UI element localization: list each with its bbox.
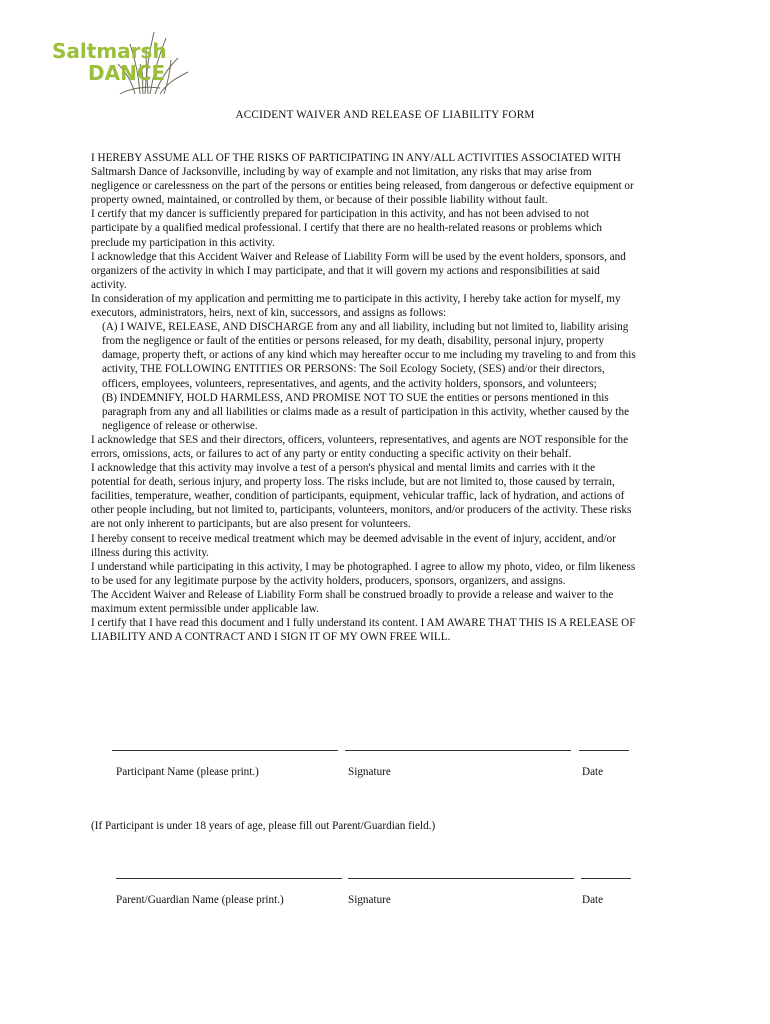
- participant-name-label: Participant Name (please print.): [116, 766, 259, 778]
- participant-signature-row: [112, 750, 637, 778]
- guardian-date-label: Date: [582, 894, 604, 906]
- participant-date-line[interactable]: [579, 750, 629, 751]
- saltmarsh-dance-logo: [50, 28, 198, 96]
- waiver-paragraph: In consideration of my application and permitting me to participate in this activity, I hereby take action for myself, my executors, administrators, heirs, next of kin, successors, and assigns as follows:: [91, 292, 621, 320]
- waiver-paragraph: I certify that I have read this document and I fully understand its content. I AM AWARE THAT THIS IS A RELEASE OF LIABILITY AND A CONTRACT AND I SIGN IT OF MY OWN FREE WILL.: [91, 617, 636, 644]
- participant-signature-line[interactable]: [345, 750, 571, 751]
- waiver-paragraph: I understand while participating in this activity, I may be photographed. I agree to allow my photo, video, or film likeness to be used for any legitimate purpose by the activity holders, producers, sponsors, organizers, and assigns.: [91, 560, 636, 587]
- waiver-paragraph: I hereby consent to receive medical treatment which may be deemed advisable in the event of injury, accident, and/or illness during this activity.: [91, 532, 616, 559]
- participant-date-label: Date: [582, 766, 604, 778]
- logo-line1: Saltmarsh: [52, 39, 167, 63]
- logo-line2: DANCE: [88, 61, 166, 85]
- waiver-paragraph: (B) INDEMNIFY, HOLD HARMLESS, AND PROMISE NOT TO SUE the entities or persons mentioned in this paragraph from any and all liabilities or claims made as a result of participation in this activity, whether caused by the negligence of release or otherwise.: [102, 391, 630, 432]
- participant-name-line[interactable]: [112, 750, 338, 751]
- waiver-paragraph: I HEREBY ASSUME ALL OF THE RISKS OF PARTICIPATING IN ANY/ALL ACTIVITIES ASSOCIATED WITH Saltmarsh Dance of Jacksonville, including by way of example and not limitation, any risks that may arise from negligence or carelessness on the part of the persons or entities being released, from dangerous or defective equipment or property owned, maintained, or controlled by them, or because of their possible liability without fault.: [91, 152, 634, 207]
- waiver-paragraph: I acknowledge that SES and their directors, officers, volunteers, representatives, and agents are NOT responsible for the errors, omissions, acts, or failures to act of any party or entity conducting a specific activity on their behalf.: [91, 433, 629, 460]
- waiver-paragraph: (A) I WAIVE, RELEASE, AND DISCHARGE from any and all liability, including but not limited to, liability arising from the negligence or fault of the entities or persons released, for my death, disability, personal injury, property damage, property theft, or actions of any kind which may hereafter occur to me including my traveling to and from this activity, THE FOLLOWING ENTITIES OR PERSONS: The Soil Ecology Society, (SES) and/or their directors, officers, employees, volunteers, representatives, and agents, and the activity holders, sponsors, and volunteers;: [102, 321, 636, 390]
- waiver-paragraph: The Accident Waiver and Release of Liability Form shall be construed broadly to provide a release and waiver to the maximum extent permissible under applicable law.: [91, 588, 614, 615]
- guardian-date-line[interactable]: [581, 878, 631, 879]
- guardian-signature-label: Signature: [348, 894, 391, 906]
- waiver-paragraph: I certify that my dancer is sufficiently prepared for participation in this activity, and has not been advised to not participate by a qualified medical professional. I certify that there are no health-related reasons or problems which preclude my participation in this activity.: [91, 208, 602, 249]
- form-title: ACCIDENT WAIVER AND RELEASE OF LIABILITY FORM: [235, 109, 535, 121]
- guardian-signature-line[interactable]: [348, 878, 574, 879]
- waiver-body: [91, 151, 636, 644]
- waiver-paragraph: I acknowledge that this Accident Waiver and Release of Liability Form will be used by the event holders, sponsors, and organizers of the activity in which I may participate, and that it will govern my actions and responsibilities at said activity.: [91, 250, 626, 291]
- participant-signature-label: Signature: [348, 766, 391, 778]
- guardian-signature-row: [112, 878, 637, 906]
- minor-note: (If Participant is under 18 years of age, please fill out Parent/Guardian field.): [91, 820, 436, 832]
- guardian-name-line[interactable]: [116, 878, 342, 879]
- guardian-name-label: Parent/Guardian Name (please print.): [116, 894, 284, 906]
- waiver-paragraph: I acknowledge that this activity may involve a test of a person's physical and mental limits and carries with it the potential for death, serious injury, and property loss. The risks include, but are not limited to, those caused by terrain, facilities, temperature, weather, condition of participants, equipment, vehicular traffic, lack of hydration, and actions of other people including, but not limited to, participants, volunteers, monitors, and/or producers of the activity. These risks are not only inherent to participants, but are also present for volunteers.: [91, 462, 632, 531]
